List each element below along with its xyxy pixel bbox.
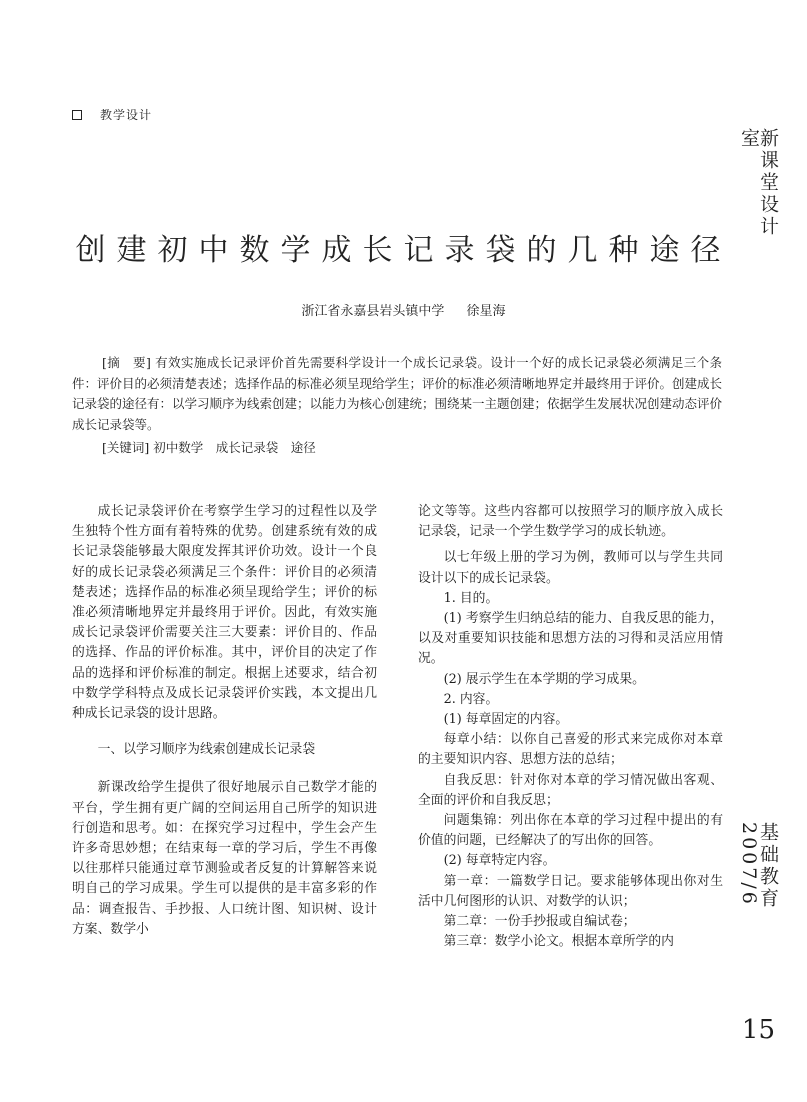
section-header bbox=[72, 106, 152, 123]
right-column bbox=[418, 502, 723, 952]
paragraph: 问题集锦：列出你在本章的学习过程中提出的有价值的问题，已经解决了的写出你的回答。 bbox=[418, 813, 723, 849]
article-title: 创建初中数学成长记录袋的几种途径 bbox=[75, 233, 732, 268]
list-heading: 2. 内容。 bbox=[443, 691, 499, 707]
paragraph: 第一章：一篇数学日记。要求能够体现出你对生活中几何图形的认识、对数学的认识； bbox=[418, 873, 723, 909]
paragraph: 成长记录袋评价在考察学生学习的过程性以及学生独特个性方面有着特殊的优势。创建系统有效的成长记录袋能够最大限度发挥其评价功效。设计一个良好的成长记录袋必须满足三个条件：评价目的必须清楚表述；选择作品的标准必须呈现给学生；评价的标准必须清晰地界定并最终用于评价。因此，有效实施成长记录袋评价需要关注三大要素：评价目的、作品的选择、作品的评价标准。其中，评价目的决定了作品的选择和评价标准的制定。根据上述要求，结合初中数学学科特点及成长记录袋评价实践，本文提出几种成长记录袋的设计思路。 bbox=[72, 504, 377, 722]
paragraph: (1) 每章固定的内容。 bbox=[443, 712, 569, 728]
section-heading: 一、以学习顺序为线索创建成长记录袋 bbox=[97, 742, 316, 758]
paragraph: (1) 考察学生归纳总结的能力、自我反思的能力，以及对重要知识技能和思想方法的习得和灵活应用情况。 bbox=[418, 611, 723, 667]
square-bullet-icon bbox=[72, 110, 82, 120]
abstract: [摘 要] 有效实施成长记录评价首先需要科学设计一个成长记录袋。设计一个好的成长记录袋必须满足三个条件：评价目的必须清楚表述；选择作品的标准必须呈现给学生；评价的标准必须清晰地界定并最终用于评价。创建成长记录袋的途径有：以学习顺序为线索创建；以能力为核心创建统；围绕某一主题创建；依据学生发展状况创建动态评价成长记录袋等。 bbox=[72, 355, 723, 432]
paragraph: 第三章：数学小论文。根据本章所学的内 bbox=[443, 934, 674, 950]
page-number: 15 bbox=[741, 1015, 775, 1045]
side-label-column: 新课堂设计室 bbox=[738, 128, 779, 238]
left-column bbox=[72, 502, 377, 940]
paragraph: 第二章：一份手抄报或自编试卷； bbox=[443, 914, 636, 930]
paragraph: 新课改给学生提供了很好地展示自己数学才能的平台，学生拥有更广阔的空间运用自己所学的知识进行创造和思考。如：在探究学习过程中，学生会产生许多奇思妙想；在结束每一章的学习后，学生不再像以往那样只能通过章节测验或者反复的计算解答来说明自己的学习成果。学生可以提供的是丰富多彩的作品：调查报告、手抄报、人口统计图、知识树、设计方案、数学小 bbox=[72, 780, 377, 937]
paragraph: 自我反思：针对你对本章的学习情况做出客观、全面的评价和自我反思； bbox=[418, 772, 723, 808]
list-heading: 1. 目的。 bbox=[443, 590, 499, 606]
paragraph: 每章小结：以你自己喜爱的形式来完成你对本章的主要知识内容、思想方法的总结； bbox=[418, 732, 723, 768]
section-label: 教学设计 bbox=[100, 108, 153, 122]
paragraph: (2) 每章特定内容。 bbox=[443, 853, 556, 869]
paragraph: 以七年级上册的学习为例，教师可以与学生共同设计以下的成长记录袋。 bbox=[418, 550, 723, 586]
side-label-journal: 基础教育2007/6 bbox=[738, 822, 779, 910]
paragraph: (2) 展示学生在本学期的学习成果。 bbox=[443, 671, 645, 687]
keywords: [关键词] 初中数学 成长记录袋 途径 bbox=[102, 440, 316, 455]
paragraph: 论文等等。这些内容都可以按照学习的顺序放入成长记录袋，记录一个学生数学学习的成长轨迹。 bbox=[418, 504, 723, 540]
author-line: 浙江省永嘉县岩头镇中学 徐星海 bbox=[301, 304, 506, 319]
